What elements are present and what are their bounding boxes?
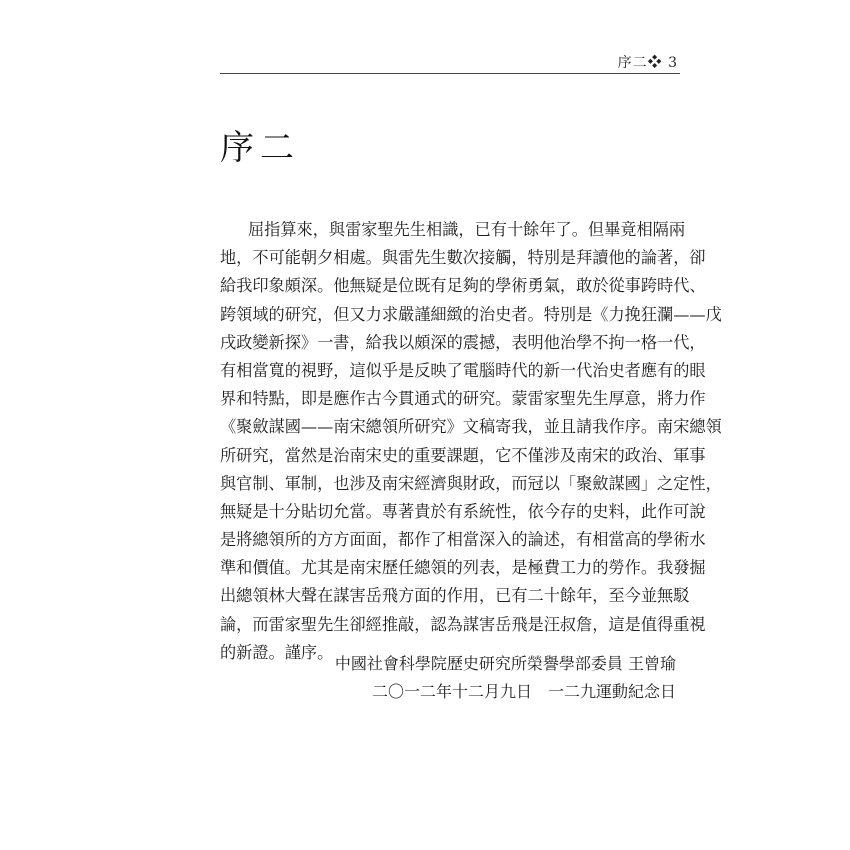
paragraph-line: 準和價值。尤其是南宋歷任總領的列表，是極費工力的勞作。我發掘 [220, 558, 706, 578]
paragraph-line: 地，不可能朝夕相處。與雷先生數次接觸，特別是拜讀他的論著，卻 [220, 248, 706, 268]
paragraph-line: 界和特點，即是應作古今貫通式的研究。蒙雷家聖先生厚意，將力作 [220, 389, 706, 409]
running-header: 序二❖ 3 [617, 55, 678, 71]
paragraph-line: 屈指算來，與雷家聖先生相識，已有十餘年了。但畢竟相隔兩 [248, 220, 686, 239]
paragraph-line: 與官制、軍制，也涉及南宋經濟與財政，而冠以「聚斂謀國」之定性， [220, 473, 722, 493]
chapter-title: 序二 [220, 128, 300, 168]
paragraph-line: 有相當寬的視野，這似乎是反映了電腦時代的新一代治史者應有的眼 [220, 360, 706, 380]
signature-author: 中國社會科學院歷史研究所榮譽學部委員 王曾瑜 [334, 654, 676, 673]
paragraph-line: 給我印象頗深。他無疑是位既有足夠的學術勇氣，敢於從事跨時代、 [220, 276, 706, 296]
paragraph-line: 所研究，當然是治南宋史的重要課題，它不僅涉及南宋的政治、軍事 [220, 445, 706, 465]
signature-block [335, 650, 676, 706]
paragraph-line: 《聚斂謀國——南宋總領所研究》文稿寄我，並且請我作序。南宋總領 [220, 417, 722, 437]
paragraph-line: 出總領林大聲在謀害岳飛方面的作用，已有二十餘年，至今並無駁 [220, 586, 690, 606]
paragraph-line: 論，而雷家聖先生卻經推敲，認為謀害岳飛是汪叔詹，這是值得重視 [220, 614, 706, 634]
paragraph-line: 的新證。謹序。 [220, 642, 334, 662]
header-rule [220, 73, 680, 74]
paragraph-line: 無疑是十分貼切允當。專著貴於有系統性，依今存的史料，此作可說 [220, 501, 706, 521]
signature-date: 二〇一二年十二月九日 一二九運動紀念日 [371, 682, 676, 701]
paragraph-line: 是將總領所的方方面面，都作了相當深入的論述，有相當高的學術水 [220, 530, 706, 550]
paragraph-line: 跨領域的研究，但又力求嚴謹細緻的治史者。特別是《力挽狂瀾——戊 [220, 304, 722, 324]
paragraph-line: 戌政變新探》一書，給我以頗深的震撼，表明他治學不拘一格一代， [220, 332, 706, 352]
body-text [220, 216, 722, 667]
